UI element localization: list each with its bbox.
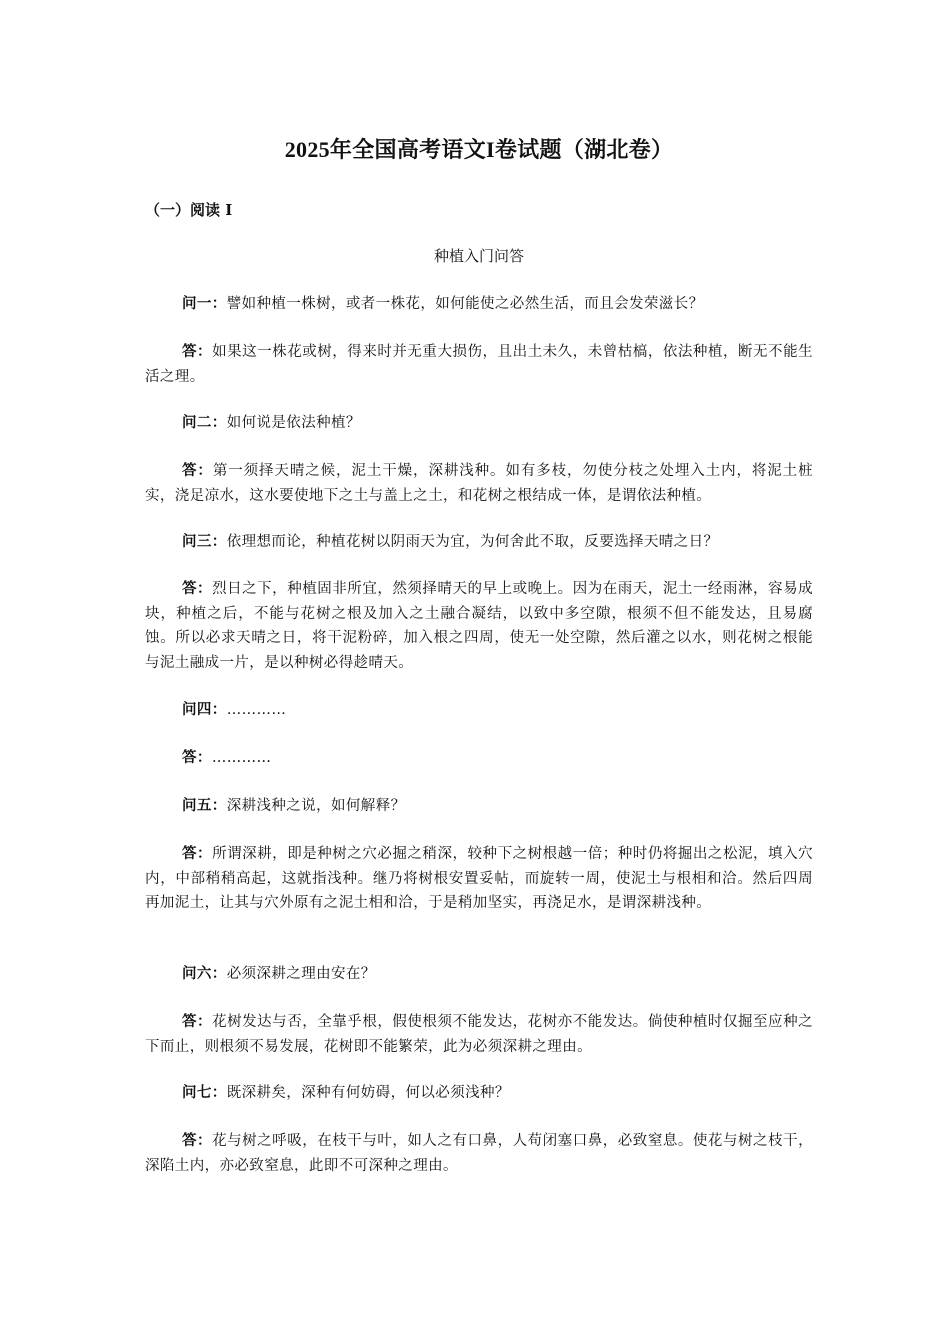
document-title: 2025年全国高考语文I卷试题（湖北卷） <box>284 137 674 162</box>
answer-2 <box>145 459 813 508</box>
question-1 <box>145 292 813 317</box>
question-7 <box>145 1081 813 1106</box>
question-label: 问五： <box>182 798 227 814</box>
question-label: 问一： <box>182 296 227 312</box>
answer-text: 如果这一株花或树，得来时并无重大损伤，且出土未久，未曾枯槁，依法种植，断无不能生活之理。 <box>145 344 813 385</box>
answer-3 <box>145 577 813 675</box>
question-text: 既深耕矣，深种有何妨碍，何以必须浅种？ <box>226 1085 510 1101</box>
question-text: 如何说是依法种植？ <box>226 415 361 431</box>
question-text: 深耕浅种之说，如何解释？ <box>226 798 406 814</box>
question-label: 问二： <box>182 415 227 431</box>
answer-7 <box>145 1129 813 1178</box>
answer-label: 答： <box>182 845 213 862</box>
question-text: 譬如种植一株树，或者一株花，如何能使之必然生活，而且会发荣滋长？ <box>226 296 704 312</box>
question-label: 问七： <box>182 1085 227 1101</box>
answer-label: 答： <box>182 462 213 479</box>
question-4 <box>145 698 813 723</box>
question-3 <box>145 530 813 555</box>
answer-label: 答： <box>182 343 213 360</box>
section-heading: （一）阅读 I <box>145 201 233 219</box>
question-text: ………… <box>226 702 287 718</box>
answer-text: 所谓深耕，即是种树之穴必掘之稍深，较种下之树根越一倍；种时仍将掘出之松泥，填入穴内，中部稍稍高起，这就指浅种。继乃将树根安置妥帖，而旋转一周，使泥土与根相和洽。然后四周再加泥土，让其与穴外原有之泥土相和洽，于是稍加坚实，再浇足水，是谓深耕浅种。 <box>145 846 813 911</box>
answer-text: 花与树之呼吸，在枝干与叶，如人之有口鼻，人苟闭塞口鼻，必致窒息。使花与树之枝干，深陷土内，亦必致窒息，此即不可深种之理由。 <box>145 1133 813 1174</box>
answer-label: 答： <box>182 580 213 597</box>
question-6 <box>145 962 813 987</box>
question-text: 必须深耕之理由安在？ <box>226 966 376 982</box>
question-5 <box>145 794 813 819</box>
answer-text: 第一须择天晴之候，泥土干燥，深耕浅种。如有多枝，勿使分枝之处埋入土内，将泥土桩实，浇足凉水，这水要使地下之土与盖上之土，和花树之根结成一体，是谓依法种植。 <box>145 463 813 504</box>
answer-label: 答： <box>182 749 212 766</box>
question-2 <box>145 411 813 436</box>
answer-4 <box>145 746 813 771</box>
article-title: 种植入门问答 <box>433 247 524 265</box>
answer-text: ………… <box>211 750 272 766</box>
answer-text: 烈日之下，种植固非所宜，然须择晴天的早上或晚上。因为在雨天，泥土一经雨淋，容易成块，种植之后，不能与花树之根及加入之土融合凝结，以致中多空隙，根须不但不能发达，且易腐蚀。所以必求天晴之日，将干泥粉碎，加入根之四周，使无一处空隙，然后灌之以水，则花树之根能与泥土融成一片，是以种树必得趁晴天。 <box>145 581 813 671</box>
question-label: 问六： <box>182 966 227 982</box>
answer-label: 答： <box>182 1013 213 1030</box>
question-label: 问四： <box>182 702 227 718</box>
question-text: 依理想而论，种植花树以阴雨天为宜，为何舍此不取，反要选择天晴之日？ <box>226 534 719 550</box>
answer-1 <box>145 340 813 389</box>
answer-6 <box>145 1010 813 1059</box>
answer-text: 花树发达与否，全靠乎根，假使根须不能发达，花树亦不能发达。倘使种植时仅掘至应种之下而止，则根须不易发展，花树即不能繁荣，此为必须深耕之理由。 <box>145 1014 813 1055</box>
question-label: 问三： <box>182 534 227 550</box>
answer-label: 答： <box>182 1132 213 1149</box>
answer-5 <box>145 842 813 916</box>
